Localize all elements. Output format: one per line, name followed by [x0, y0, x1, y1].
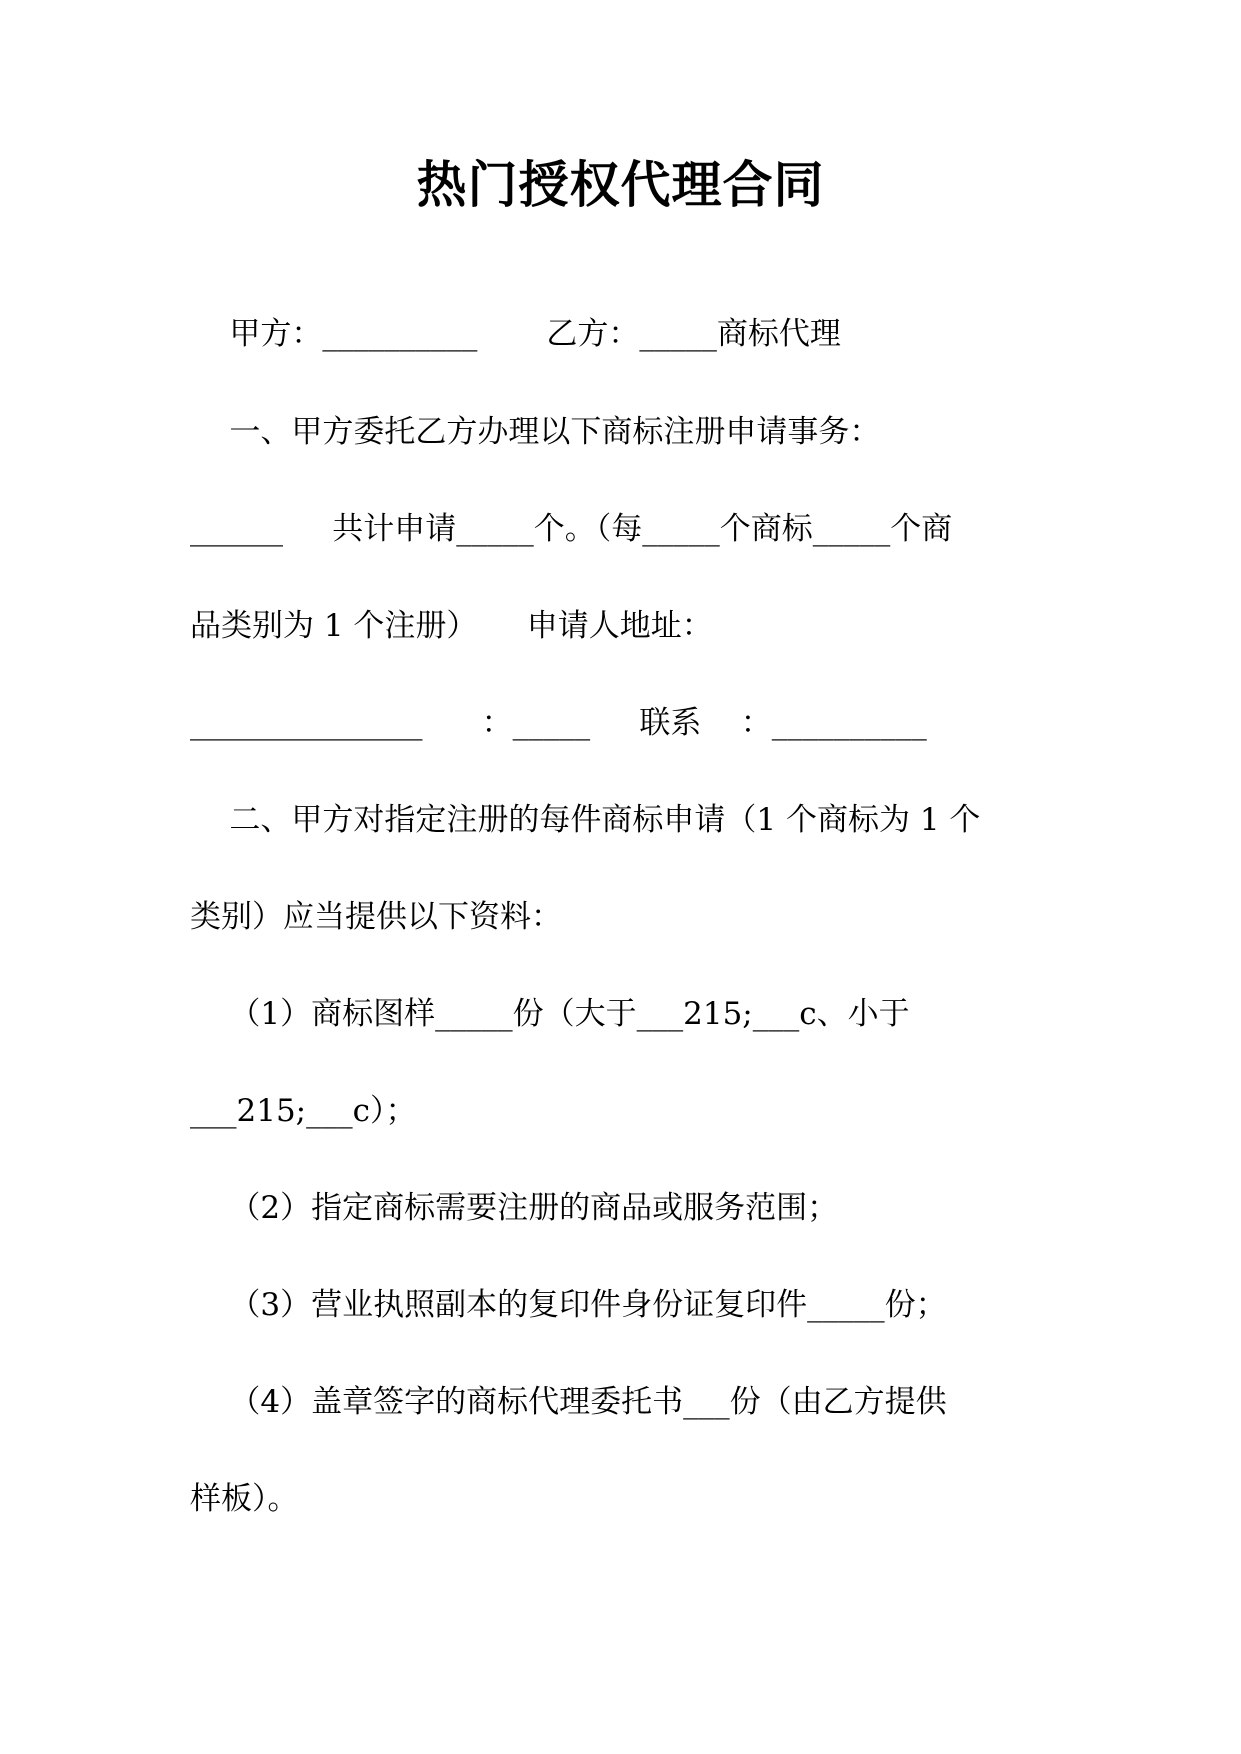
clause-2-heading: 二、甲方对指定注册的每件商标申请（1 个商标为 1 个 — [190, 802, 981, 838]
party-line: 甲方：__________ 乙方：_____商标代理 — [190, 316, 841, 352]
item-2-line: （2）指定商标需要注册的商品或服务范围； — [190, 1190, 839, 1226]
item-4-line-cont: 样板）。 — [190, 1481, 299, 1517]
item-1-line: （1）商标图样_____份（大于___215;___c、小于 — [190, 996, 910, 1032]
document-title: 热门授权代理合同 — [416, 156, 825, 214]
clause-1-heading: 一、甲方委托乙方办理以下商标注册申请事务： — [190, 414, 881, 450]
clause-1-contact-line: _______________ ：_____ 联系 ：__________ — [190, 705, 927, 741]
item-4-line: （4）盖章签字的商标代理委托书___份（由乙方提供 — [190, 1384, 947, 1420]
clause-1-address-line: 品类别为 1 个注册） 申请人地址： — [190, 608, 713, 644]
item-3-line: （3）营业执照副本的复印件身份证复印件_____份； — [190, 1287, 947, 1323]
item-1-line-cont: ___215;___c）； — [190, 1093, 417, 1129]
clause-2-heading-cont: 类别）应当提供以下资料： — [190, 899, 562, 935]
clause-1-count-line: ______ 共计申请_____个。（每_____个商标_____个商 — [190, 511, 953, 547]
